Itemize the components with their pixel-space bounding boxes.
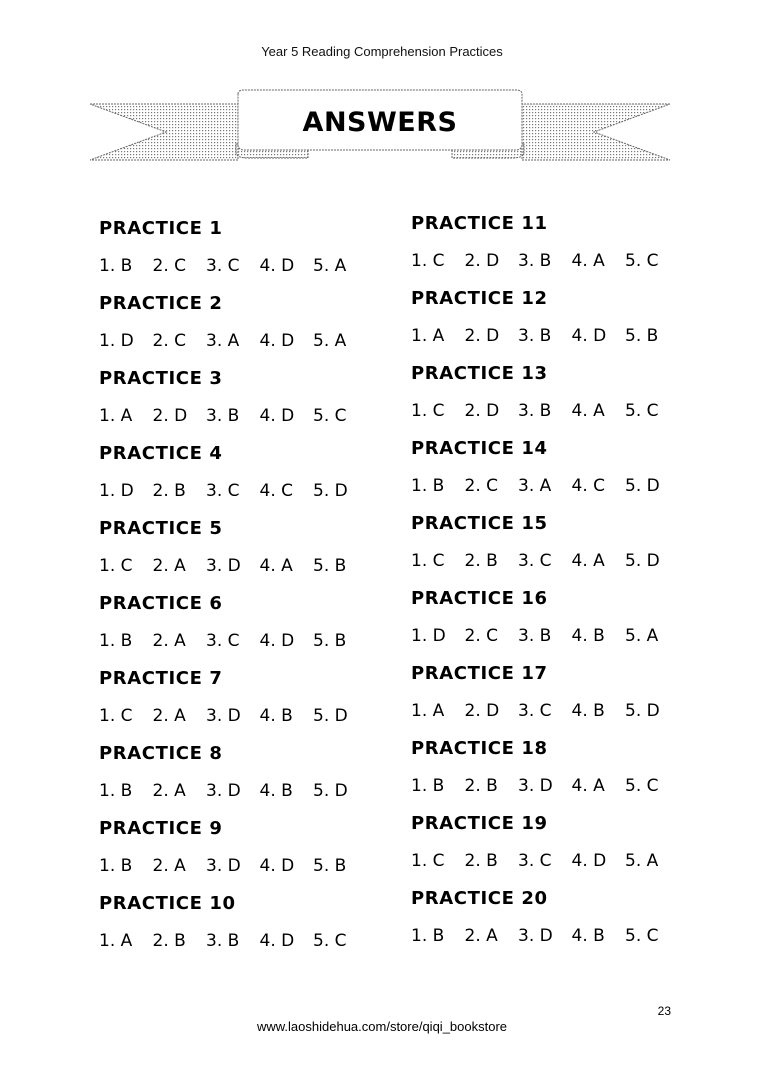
answer-item: 5. B (625, 326, 659, 346)
page-header: Year 5 Reading Comprehension Practices (261, 44, 503, 59)
answer-item: 5. A (625, 626, 659, 646)
practice-block (411, 737, 711, 812)
answer-item: 2. C (464, 476, 498, 496)
answer-item: 5. B (313, 856, 347, 876)
answer-row (411, 549, 711, 573)
answer-item: 4. A (571, 551, 605, 571)
answer-item: 5. D (313, 706, 348, 726)
answer-item: 1. B (99, 781, 133, 801)
answer-row (99, 929, 399, 953)
left-answer-column (99, 217, 399, 967)
practice-title: PRACTICE 19 (411, 813, 548, 834)
answer-item: 2. D (464, 251, 500, 271)
answer-item: 4. D (259, 331, 295, 351)
answer-row (411, 474, 711, 498)
practice-block (99, 442, 399, 517)
answer-item: 2. B (152, 481, 186, 501)
answer-item: 4. B (571, 701, 605, 721)
answer-item: 3. B (518, 401, 552, 421)
answer-item: 5. C (625, 776, 659, 796)
practice-title: PRACTICE 3 (99, 368, 223, 389)
answer-item: 3. C (206, 256, 240, 276)
practice-title: PRACTICE 16 (411, 588, 548, 609)
answer-row (411, 249, 711, 273)
answer-row (411, 699, 711, 723)
answer-item: 4. D (259, 631, 295, 651)
answer-item: 3. C (518, 851, 552, 871)
answer-item: 5. A (313, 331, 347, 351)
answer-item: 3. B (518, 326, 552, 346)
answer-item: 4. C (571, 476, 605, 496)
answer-item: 1. C (411, 401, 445, 421)
answer-item: 1. C (411, 251, 445, 271)
answer-item: 4. D (259, 856, 295, 876)
answer-item: 5. D (625, 551, 660, 571)
practice-title: PRACTICE 2 (99, 293, 223, 314)
practice-title: PRACTICE 12 (411, 288, 548, 309)
answer-item: 3. C (206, 481, 240, 501)
practice-block (411, 212, 711, 287)
practice-block (99, 367, 399, 442)
answer-item: 1. A (99, 406, 133, 426)
answer-item: 1. C (99, 556, 133, 576)
answer-item: 3. A (518, 476, 552, 496)
answer-item: 2. A (152, 556, 186, 576)
practice-title: PRACTICE 17 (411, 663, 548, 684)
answer-item: 2. B (464, 551, 498, 571)
answer-item: 2. D (152, 406, 188, 426)
practice-title: PRACTICE 4 (99, 443, 223, 464)
answer-item: 5. D (313, 481, 348, 501)
answer-item: 3. B (518, 626, 552, 646)
answer-item: 2. C (152, 331, 186, 351)
answer-row (99, 704, 399, 728)
answer-item: 5. A (625, 851, 659, 871)
practice-title: PRACTICE 6 (99, 593, 223, 614)
practice-block (411, 887, 711, 962)
answer-item: 4. A (571, 401, 605, 421)
answer-item: 3. A (206, 331, 240, 351)
answer-item: 1. B (411, 476, 445, 496)
answer-item: 5. D (625, 476, 660, 496)
answer-row (411, 924, 711, 948)
answer-item: 2. D (464, 401, 500, 421)
practice-block (411, 512, 711, 587)
answer-row (99, 554, 399, 578)
answer-item: 3. C (206, 631, 240, 651)
answer-item: 3. D (518, 926, 553, 946)
practice-block (411, 437, 711, 512)
practice-block (411, 587, 711, 662)
answer-row (99, 854, 399, 878)
practice-block (99, 292, 399, 367)
practice-title: PRACTICE 7 (99, 668, 223, 689)
answer-item: 4. A (571, 251, 605, 271)
answer-item: 4. A (571, 776, 605, 796)
answer-row (99, 329, 399, 353)
practice-block (99, 892, 399, 967)
practice-block (99, 217, 399, 292)
practice-block (411, 662, 711, 737)
practice-title: PRACTICE 8 (99, 743, 223, 764)
right-answer-column (411, 212, 711, 962)
answer-item: 4. D (571, 851, 607, 871)
answer-item: 4. B (259, 706, 293, 726)
answer-item: 5. C (313, 931, 347, 951)
answer-item: 5. C (313, 406, 347, 426)
answer-item: 5. A (313, 256, 347, 276)
answer-row (99, 779, 399, 803)
answer-item: 4. D (259, 406, 295, 426)
practice-block (99, 817, 399, 892)
answer-row (99, 629, 399, 653)
answer-item: 1. B (99, 631, 133, 651)
answer-item: 2. C (464, 626, 498, 646)
answer-item: 1. D (99, 331, 134, 351)
answer-item: 1. C (411, 551, 445, 571)
answer-item: 3. D (206, 706, 241, 726)
practice-block (99, 667, 399, 742)
answer-item: 5. C (625, 401, 659, 421)
answer-item: 4. B (571, 626, 605, 646)
answer-item: 2. D (464, 326, 500, 346)
answer-row (99, 479, 399, 503)
answer-item: 3. B (206, 931, 240, 951)
practice-title: PRACTICE 5 (99, 518, 223, 539)
footer-url: www.laoshidehua.com/store/qiqi_bookstore (256, 1019, 508, 1034)
answer-item: 4. B (259, 781, 293, 801)
answer-item: 5. D (313, 781, 348, 801)
answer-item: 2. A (152, 856, 186, 876)
practice-title: PRACTICE 18 (411, 738, 548, 759)
answer-item: 1. D (99, 481, 134, 501)
practice-block (411, 287, 711, 362)
answer-item: 3. D (206, 781, 241, 801)
answer-row (411, 624, 711, 648)
answer-item: 5. D (625, 701, 660, 721)
answer-item: 4. D (259, 931, 295, 951)
answer-item: 2. A (152, 781, 186, 801)
answer-item: 3. B (518, 251, 552, 271)
answer-row (411, 849, 711, 873)
answer-item: 2. B (464, 851, 498, 871)
answer-item: 2. B (152, 931, 186, 951)
practice-title: PRACTICE 14 (411, 438, 548, 459)
practice-title: PRACTICE 11 (411, 213, 548, 234)
answer-item: 3. C (518, 701, 552, 721)
answer-item: 2. A (464, 926, 498, 946)
practice-title: PRACTICE 15 (411, 513, 548, 534)
answer-item: 2. B (464, 776, 498, 796)
answer-item: 2. A (152, 706, 186, 726)
answer-item: 1. B (99, 256, 133, 276)
answer-row (411, 324, 711, 348)
answer-item: 3. C (518, 551, 552, 571)
answer-item: 3. D (518, 776, 553, 796)
practice-block (99, 592, 399, 667)
answer-item: 1. D (411, 626, 446, 646)
answer-item: 5. C (625, 251, 659, 271)
answer-item: 1. C (411, 851, 445, 871)
answer-row (99, 254, 399, 278)
practice-title: PRACTICE 1 (99, 218, 223, 239)
answer-item: 1. B (411, 776, 445, 796)
answer-item: 5. B (313, 556, 347, 576)
answer-item: 4. A (259, 556, 293, 576)
answer-item: 4. B (571, 926, 605, 946)
practice-title: PRACTICE 10 (99, 893, 236, 914)
answer-item: 1. B (99, 856, 133, 876)
answers-banner (88, 88, 672, 164)
answer-item: 1. A (411, 326, 445, 346)
answer-item: 3. D (206, 556, 241, 576)
answer-item: 3. B (206, 406, 240, 426)
answer-row (99, 404, 399, 428)
answer-item: 5. B (313, 631, 347, 651)
answer-item: 4. D (259, 256, 295, 276)
practice-title: PRACTICE 9 (99, 818, 223, 839)
practice-block (411, 362, 711, 437)
answer-item: 1. B (411, 926, 445, 946)
answer-row (411, 399, 711, 423)
answer-item: 4. D (571, 326, 607, 346)
banner-title: ANSWERS (302, 107, 458, 138)
answer-item: 1. C (99, 706, 133, 726)
answer-item: 2. A (152, 631, 186, 651)
page-number: 23 (657, 1004, 671, 1018)
answer-item: 2. D (464, 701, 500, 721)
answer-item: 1. A (99, 931, 133, 951)
practice-block (411, 812, 711, 887)
practice-block (99, 517, 399, 592)
answer-item: 4. C (259, 481, 293, 501)
answer-row (411, 774, 711, 798)
answer-item: 5. C (625, 926, 659, 946)
practice-block (99, 742, 399, 817)
answer-item: 2. C (152, 256, 186, 276)
answer-item: 1. A (411, 701, 445, 721)
answer-item: 3. D (206, 856, 241, 876)
practice-title: PRACTICE 20 (411, 888, 548, 909)
practice-title: PRACTICE 13 (411, 363, 548, 384)
